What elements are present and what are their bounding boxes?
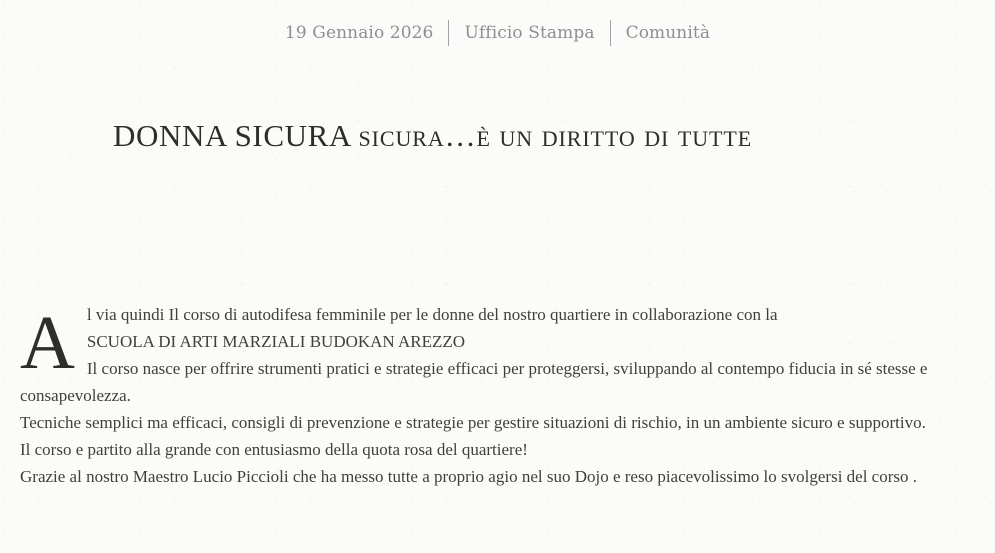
post-meta: [0, 20, 995, 46]
meta-divider: [448, 20, 449, 46]
article-body: [20, 301, 960, 490]
article-title-sub: sicura…è un diritto di tutte: [358, 118, 753, 153]
drop-cap: A: [20, 301, 75, 385]
article-title: [113, 118, 873, 154]
article-paragraph: Il corso e partito alla grande con entusiasmo della quota rosa del quartiere!: [20, 440, 528, 459]
post-date: 19 Gennaio 2026: [284, 23, 434, 43]
article-paragraph: Tecniche semplici ma efficaci, consigli di prevenzione e strategie per gestire situazioni di rischio, in un ambiente sicuro e supportivo.: [20, 413, 926, 432]
article-paragraph: l via quindi Il corso di autodifesa femminile per le donne del nostro quartiere in collaborazione con la: [86, 305, 778, 324]
article-paragraph: SCUOLA DI ARTI MARZIALI BUDOKAN AREZZO: [86, 332, 466, 351]
article-paragraph: Il corso nasce per offrire strumenti pratici e strategie efficaci per proteggersi, sviluppando al contempo fiducia in sé stesse e consapevolezza.: [20, 359, 928, 405]
meta-divider: [610, 20, 611, 46]
article-paragraph: Grazie al nostro Maestro Lucio Piccioli che ha messo tutte a proprio agio nel suo Dojo e reso piacevolissimo lo svolgersi del corso .: [20, 467, 918, 486]
article-title-main: DONNA SICURA: [113, 118, 351, 153]
author-link[interactable]: Ufficio Stampa: [464, 23, 595, 43]
category-link[interactable]: Comunità: [625, 23, 711, 43]
